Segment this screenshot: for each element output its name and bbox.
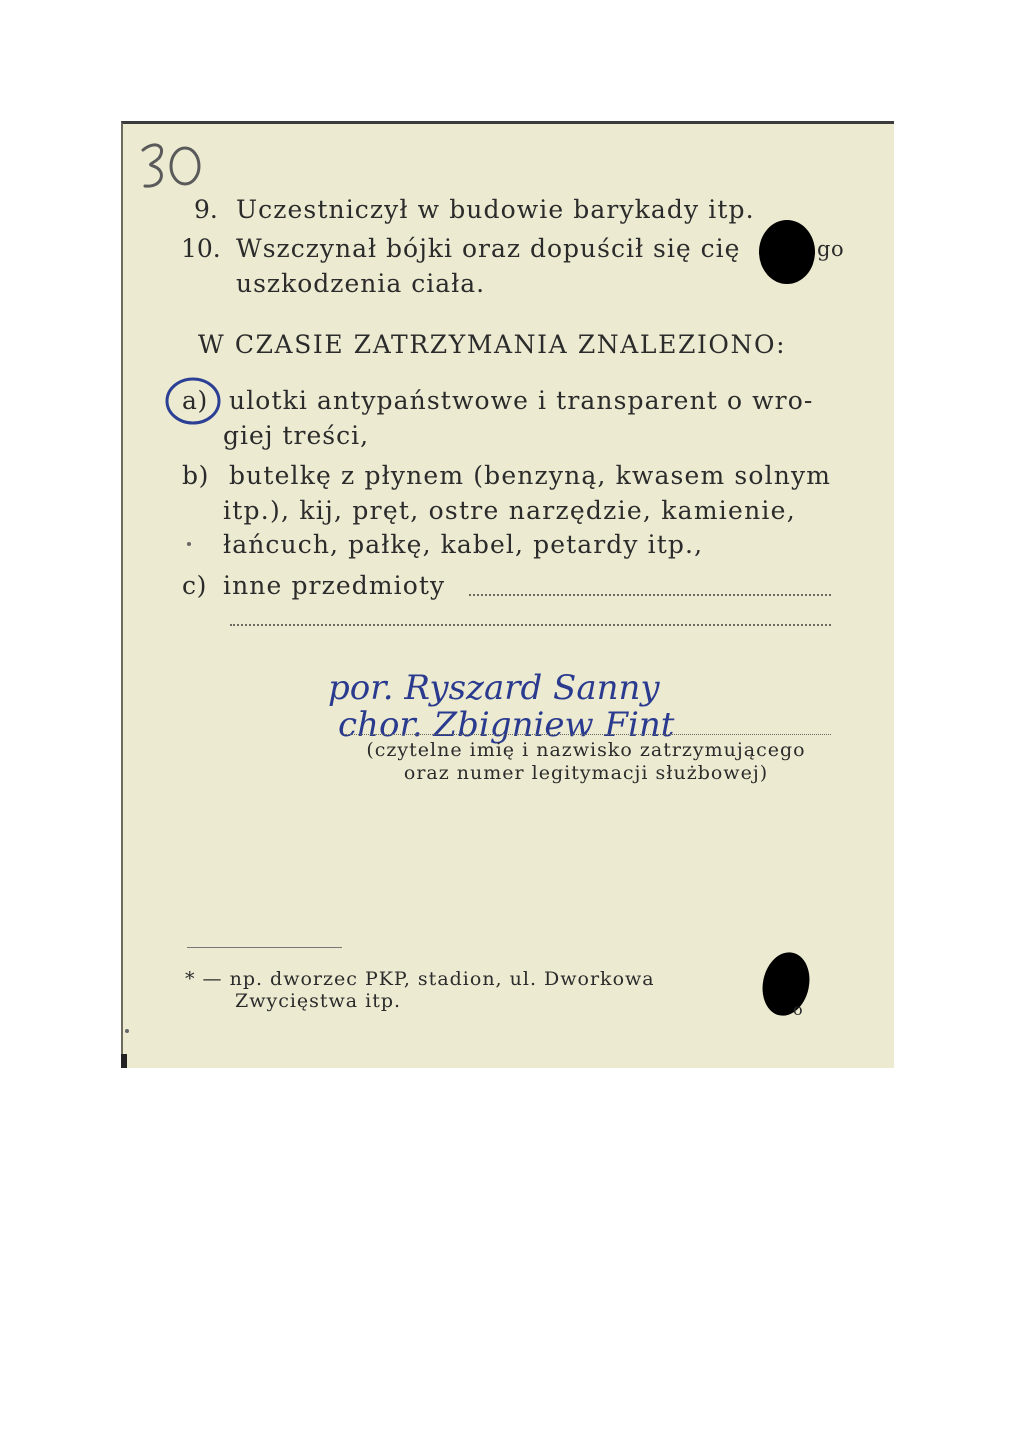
item-9-number: 9.: [194, 195, 218, 224]
signature-fill-line: [345, 734, 831, 735]
item-c-letter: c): [182, 571, 207, 600]
document-card: [121, 121, 894, 1068]
item-c-fill-line: [469, 594, 831, 596]
signature-caption-line1: (czytelne imię i nazwisko zatrzymującego: [366, 739, 806, 761]
item-9-text: Uczestniczył w budowie barykady itp.: [236, 195, 755, 224]
item-a-line1: ulotki antypaństwowe i transparent o wro-: [229, 386, 814, 415]
item-b-letter: b): [182, 461, 209, 490]
footnote-line1: * — np. dworzec PKP, stadion, ul. Dworkowa: [185, 968, 655, 990]
item-c-text: inne przedmioty: [223, 571, 446, 600]
item-a-letter: a): [182, 386, 208, 415]
footnote-separator: [187, 947, 342, 948]
item-b-line3: łańcuch, pałkę, kabel, petardy itp.,: [223, 530, 704, 559]
svg-text:chor. Zbigniew Fint: chor. Zbigniew Fint: [338, 705, 675, 745]
footnote-line2: Zwycięstwa itp.: [235, 990, 402, 1012]
item-10-number: 10.: [181, 234, 221, 263]
small-circle-mark: o: [793, 1000, 804, 1019]
ink-speck: [187, 542, 191, 546]
item-b-line2: itp.), kij, pręt, ostre narzędzie, kamienie,: [223, 496, 796, 525]
item-c-fill-line-2: [230, 624, 831, 626]
section-heading: W CZASIE ZATRZYMANIA ZNALEZIONO:: [198, 330, 787, 359]
item-10-text-line2: uszkodzenia ciała.: [236, 269, 486, 298]
item-10-text-line1: Wszczynał bójki oraz dopuścił się cię: [236, 234, 741, 263]
punch-hole-bottom: [757, 948, 815, 1020]
ink-speck: [125, 1029, 129, 1033]
svg-text:por. Ryszard Sanny: por. Ryszard Sanny: [328, 668, 660, 708]
signature-caption: [336, 739, 836, 785]
signature-caption-line2: oraz numer legitymacji służbowej): [403, 762, 769, 784]
item-a-line2: giej treści,: [223, 421, 370, 450]
handwritten-page-number: [133, 136, 213, 196]
punch-hole-top: [759, 220, 815, 284]
item-b-line1: butelkę z płynem (benzyną, kwasem solnym: [229, 461, 832, 490]
item-10-text-tail: go: [817, 237, 845, 261]
